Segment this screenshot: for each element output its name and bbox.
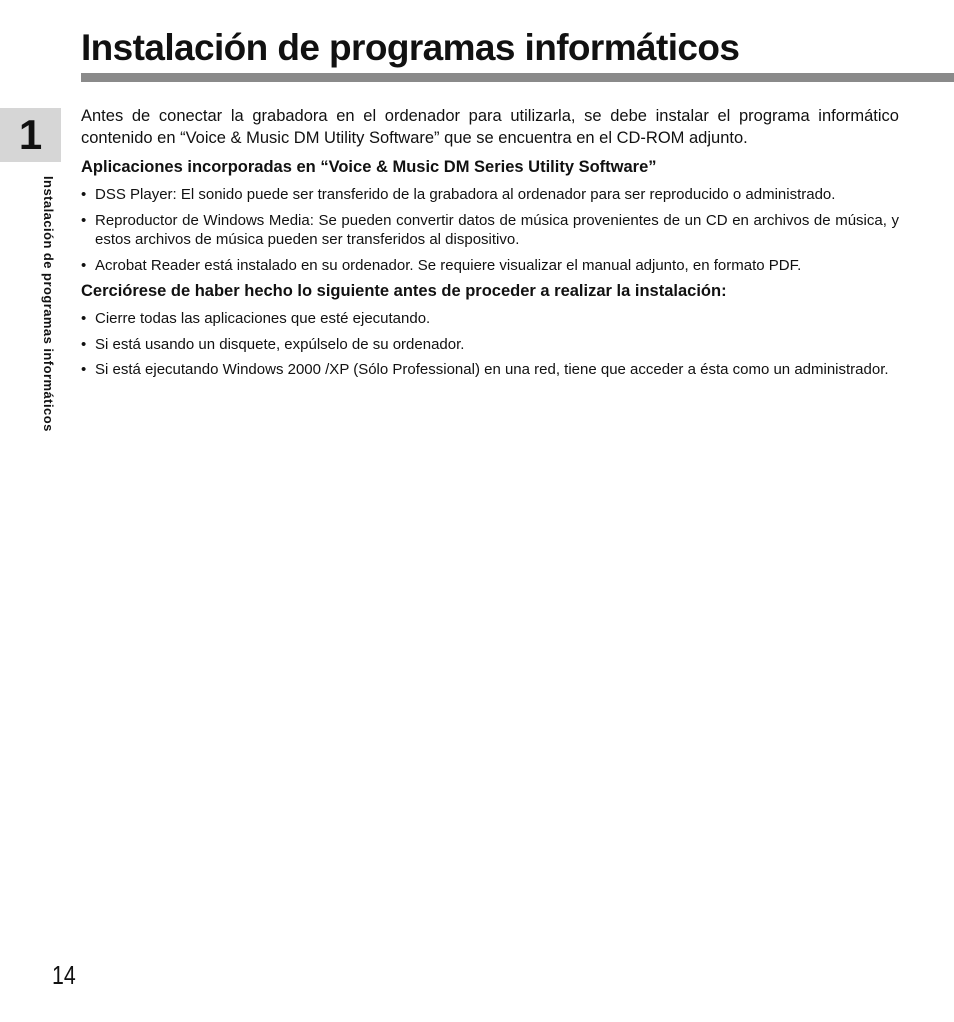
list-item: • Cierre todas las aplicaciones que esté ejecutando. bbox=[81, 309, 899, 329]
side-chapter-label bbox=[41, 176, 55, 494]
list-item: • Acrobat Reader está instalado en su ordenador. Se requiere visualizar el manual adjunto, en formato PDF. bbox=[81, 256, 899, 276]
list-item: • Si está usando un disquete, expúlselo de su ordenador. bbox=[81, 335, 899, 355]
prerequisites-list bbox=[81, 309, 899, 380]
main-content bbox=[81, 106, 899, 386]
page-title: Instalación de programas informáticos bbox=[81, 27, 740, 68]
list-item: • Reproductor de Windows Media: Se pueden convertir datos de música provenientes de un CD en archivos de música, y estos archivos de música pueden ser transferidos al dispositivo. bbox=[81, 211, 899, 250]
section-heading-prerequisites: Cerciórese de haber hecho lo siguiente antes de proceder a realizar la instalación: bbox=[81, 282, 727, 300]
side-chapter-label-text: Instalación de programas informáticos bbox=[41, 176, 56, 432]
list-item: • Si está ejecutando Windows 2000 /XP (Sólo Professional) en una red, tiene que acceder a ésta como un administrador. bbox=[81, 360, 899, 380]
section-heading-applications: Aplicaciones incorporadas en “Voice & Music DM Series Utility Software” bbox=[81, 158, 657, 176]
chapter-tab: 1 bbox=[0, 108, 61, 162]
list-item: • DSS Player: El sonido puede ser transferido de la grabadora al ordenador para ser reproducido o administrado. bbox=[81, 185, 899, 205]
title-rule bbox=[81, 73, 954, 82]
applications-list bbox=[81, 185, 899, 275]
intro-paragraph: Antes de conectar la grabadora en el ordenador para utilizarla, se debe instalar el programa informático contenido en “Voice & Music DM Utility Software” que se encuentra en el CD-ROM adjunto. bbox=[81, 107, 899, 147]
page-number: 14 bbox=[52, 960, 76, 990]
